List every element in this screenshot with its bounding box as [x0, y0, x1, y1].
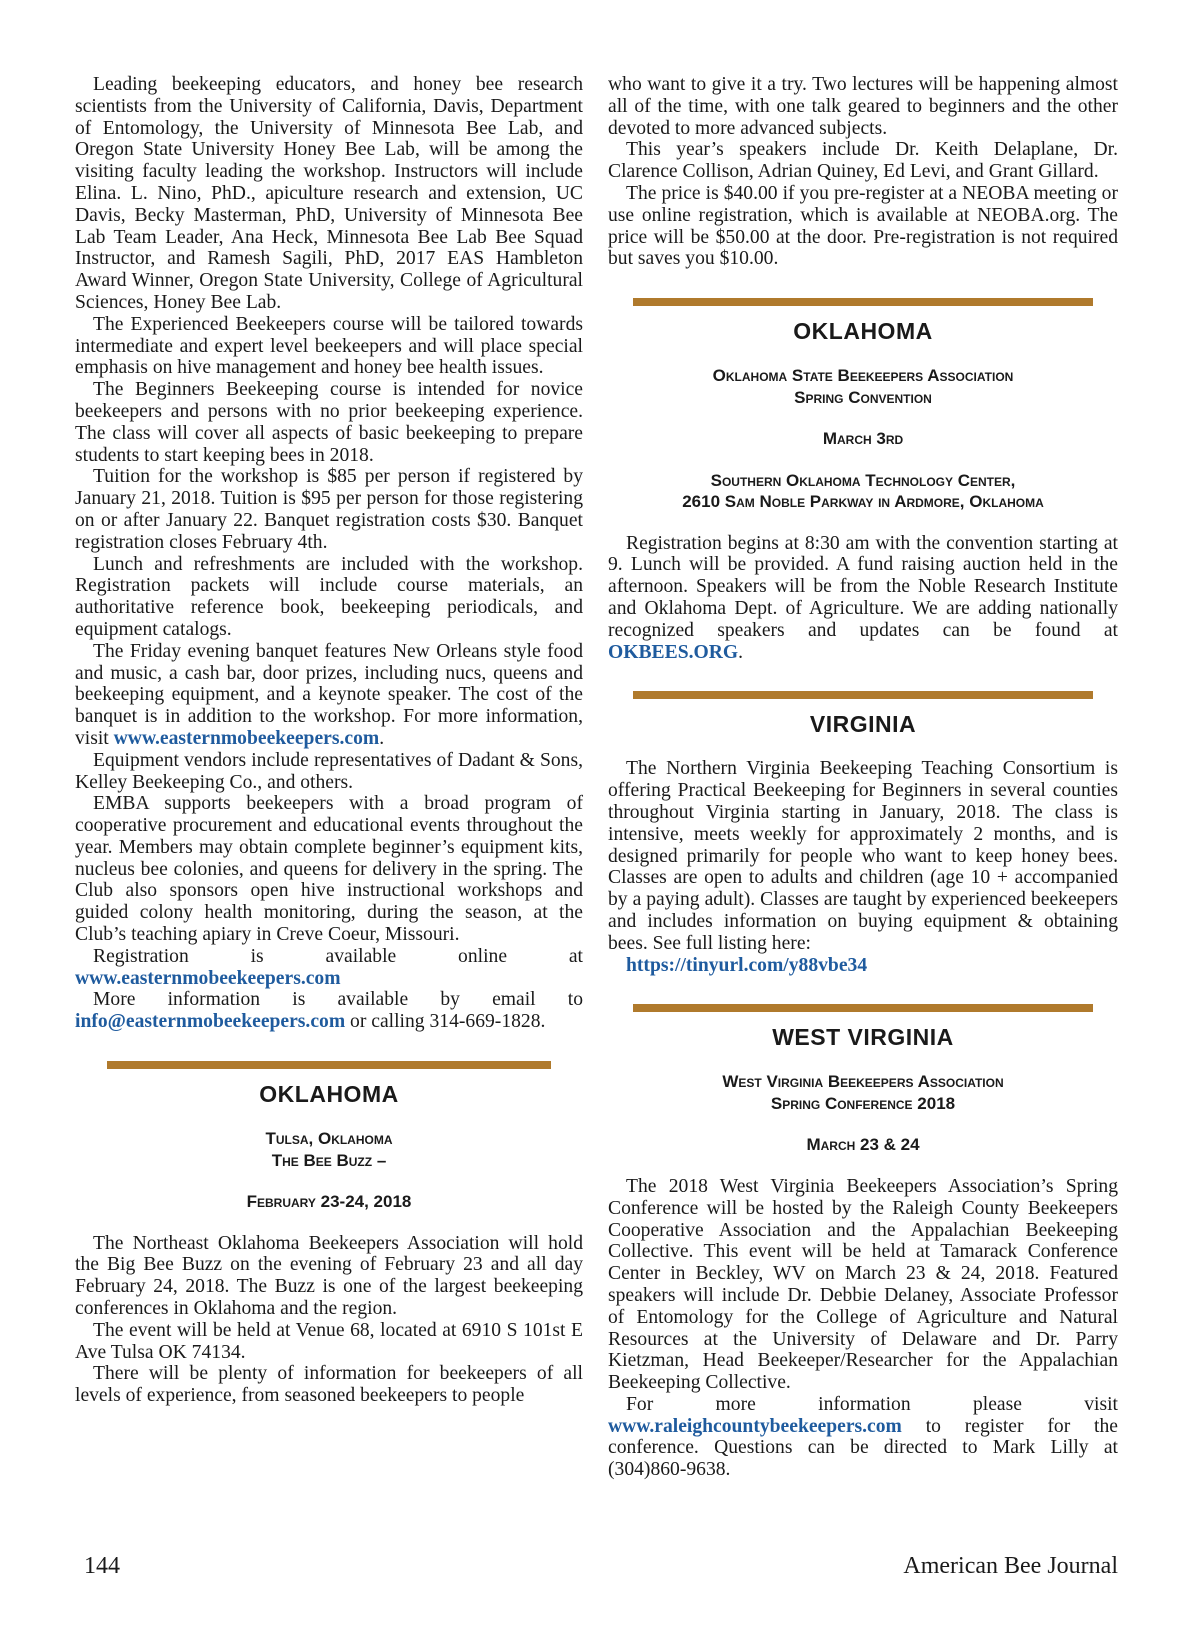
section-date: March 3rd	[822, 429, 904, 449]
article-paragraph: who want to give it a try. Two lectures will be happening almost all of the time, with one talk geared to beginners and the other devoted to more advanced subjects.	[608, 74, 1118, 139]
article-paragraph: Leading beekeeping educators, and honey bee research scientists from the University of California, Davis, Department of Entomology, the University of Minnesota Bee Lab, and Oregon State University Honey Bee Lab, will be among the visiting faculty leading the workshop. Instructors will include Elina. L. Nino, PhD., apiculture research and extension, UC Davis, Becky Masterman, PhD, University of Minnesota Bee Lab Team Leader, Ana Heck, Minnesota Bee Lab Bee Squad Instructor, and Ramesh Sagili, PhD, 2017 EAS Hambleton Award Winner, Oregon State University, College of Agricultural Sciences, Honey Bee Lab.	[75, 74, 583, 313]
article-paragraph: The event will be held at Venue 68, located at 6910 S 101st E Ave Tulsa OK 74134.	[75, 1319, 583, 1363]
section-rule	[107, 1061, 551, 1069]
virginia-link-line	[608, 955, 1118, 977]
article-paragraph: There will be plenty of information for beekeepers of all levels of experience, from seasoned beekeepers to people	[75, 1363, 583, 1407]
section-state-heading: OKLAHOMA	[259, 1081, 399, 1108]
article-paragraph: The 2018 West Virginia Beekeepers Association’s Spring Conference will be hosted by the Raleigh County Beekeepers Cooperative Association and the Appalachian Beekeeping Collective. This event will be held at Tamarack Conference Center in Beckley, WV on March 23 & 24, 2018. Featured speakers will include Dr. Debbie Delaney, Associate Professor of Entomology for the College of Agriculture and Natural Resources at the University of Delaware and Dr. Parry Kietzman, Head Beekeeper/Researcher for the Appalachian Beekeeping Collective.	[608, 1175, 1118, 1394]
section-virginia	[608, 711, 1118, 976]
journal-title: American Bee Journal	[903, 1553, 1118, 1579]
section-oklahoma-state	[608, 318, 1118, 663]
section-venue: Southern Oklahoma Technology Center,	[710, 470, 1016, 490]
section-rule	[633, 298, 1093, 306]
info-email-link[interactable]: info@easternmobeekeepers.com	[75, 1011, 346, 1033]
wv-more-text: For more information please visit	[626, 1393, 1118, 1415]
section-oklahoma-tulsa	[75, 1081, 583, 1407]
section-venue: 2610 Sam Noble Parkway in Ardmore, Oklahoma	[682, 492, 1044, 512]
raleigh-link[interactable]: www.raleighcountybeekeepers.com	[608, 1415, 902, 1437]
info-text: More information is available by email to	[93, 989, 583, 1011]
section-subtitle: Tulsa, Oklahoma	[265, 1129, 393, 1149]
section-state-heading: VIRGINIA	[809, 711, 917, 738]
left-column	[75, 74, 583, 1407]
info-paragraph	[75, 989, 583, 1033]
banquet-text: The Friday evening banquet features New Orleans style food and music, a cash bar, door prizes, including nucs, queens and beekeeping equipment, and a keynote speaker. The cost of the banquet is in addition to the workshop. For more information, visit	[75, 640, 583, 749]
section-west-virginia	[608, 1024, 1118, 1481]
okstate-tail: .	[738, 641, 744, 663]
article-paragraph	[608, 533, 1118, 664]
article-paragraph: The Experienced Beekeepers course will be tailored towards intermediate and expert level beekeepers and will place special emphasis on hive management and honey bee health issues.	[75, 313, 583, 379]
article-paragraph: This year’s speakers include Dr. Keith Delaplane, Dr. Clarence Collison, Adrian Quiney, Ed Levi, and Grant Gillard.	[608, 139, 1118, 183]
section-subtitle: Oklahoma State Beekeepers Association	[712, 366, 1014, 386]
info-tail: or calling 314-669-1828.	[345, 1011, 546, 1033]
virginia-link[interactable]: https://tinyurl.com/y88vbe34	[626, 954, 868, 976]
section-state-heading: WEST VIRGINIA	[772, 1024, 954, 1051]
article-paragraph: Lunch and refreshments are included with the workshop. Registration packets will include course materials, an authoritative reference book, beekeeping periodicals, and equipment catalogs.	[75, 553, 583, 640]
section-rule	[633, 1004, 1093, 1012]
article-paragraph: The Northern Virginia Beekeeping Teaching Consortium is offering Practical Beekeeping for Beginners in several counties throughout Virginia starting in January, 2018. The class is intensive, meets weekly for approximately 2 months, and is designed primarily for people who want to keep honey bees. Classes are open to adults and children (age 10 + accompanied by a paying adult). Classes are taught by experienced beekeepers and includes information on buying equipment & obtaining bees. See full listing here:	[608, 758, 1118, 954]
registration-text: Registration is available online at	[93, 945, 583, 967]
section-state-heading: OKLAHOMA	[793, 318, 933, 345]
registration-paragraph	[75, 946, 583, 990]
vendors-paragraph: Equipment vendors include representatives of Dadant & Sons, Kelley Beekeeping Co., and others.	[75, 749, 583, 793]
section-subtitle: The Bee Buzz –	[271, 1150, 387, 1170]
wv-more-tail: to register for the conference. Questions can be directed to Mark Lilly at (304)860-9638.	[608, 1415, 1118, 1481]
article-paragraph: Tuition for the workshop is $85 per person if registered by January 21, 2018. Tuition is $95 per person for those registering on or after January 22. Banquet registration costs $30. Banquet registration closes February 4th.	[75, 466, 583, 553]
section-date: February 23-24, 2018	[246, 1192, 412, 1212]
article-paragraph: The Northeast Oklahoma Beekeepers Association will hold the Big Bee Buzz on the evening of February 23 and all day February 24, 2018. The Buzz is one of the largest beekeeping conferences in Oklahoma and the region.	[75, 1232, 583, 1319]
section-date: March 23 & 24	[806, 1135, 920, 1155]
page-number: 144	[84, 1553, 120, 1579]
section-subtitle: Spring Conference 2018	[770, 1093, 956, 1113]
emba-paragraph: EMBA supports beekeepers with a broad program of cooperative procurement and educational events throughout the year. Members may obtain complete beginner’s equipment kits, nucleus bee colonies, and queens for delivery in the spring. The Club also sponsors open hive instructional workshops and guided colony health monitoring, during the season, at the Club’s teaching apiary in Creve Coeur, Missouri.	[75, 793, 583, 946]
registration-link[interactable]: www.easternmobeekeepers.com	[75, 967, 341, 989]
article-paragraph	[608, 1394, 1118, 1481]
right-column	[608, 74, 1118, 1481]
okstate-body: Registration begins at 8:30 am with the convention starting at 9. Lunch will be provided. A fund raising auction held in the afternoon. Speakers will be from the Noble Research Institute and Oklahoma Dept. of Agriculture. We are adding nationally recognized speakers and updates can be found at	[608, 532, 1118, 641]
article-paragraph: The Beginners Beekeeping course is intended for novice beekeepers and persons with no prior beekeeping experience. The class will cover all aspects of basic beekeeping to prepare students to start keeping bees in 2018.	[75, 379, 583, 466]
banquet-paragraph: The Friday evening banquet features New Orleans style food and music, a cash bar, door prizes, including nucs, queens and beekeeping equipment, and a keynote speaker. The cost of the banquet is in addition to the workshop. For more information, visit www.easternmobeekeepers.com.	[75, 640, 583, 749]
section-subtitle: West Virginia Beekeepers Association	[722, 1072, 1004, 1092]
section-subtitle: Spring Convention	[794, 387, 932, 407]
article-paragraph: The price is $40.00 if you pre-register at a NEOBA meeting or use online registration, which is available at NEOBA.org. The price will be $50.00 at the door. Pre-registration is not required but saves you $10.00.	[608, 182, 1118, 270]
okbees-link[interactable]: OKBEES.ORG	[608, 641, 739, 663]
section-rule	[633, 691, 1093, 699]
banquet-link[interactable]: www.easternmobeekeepers.com	[113, 727, 380, 749]
